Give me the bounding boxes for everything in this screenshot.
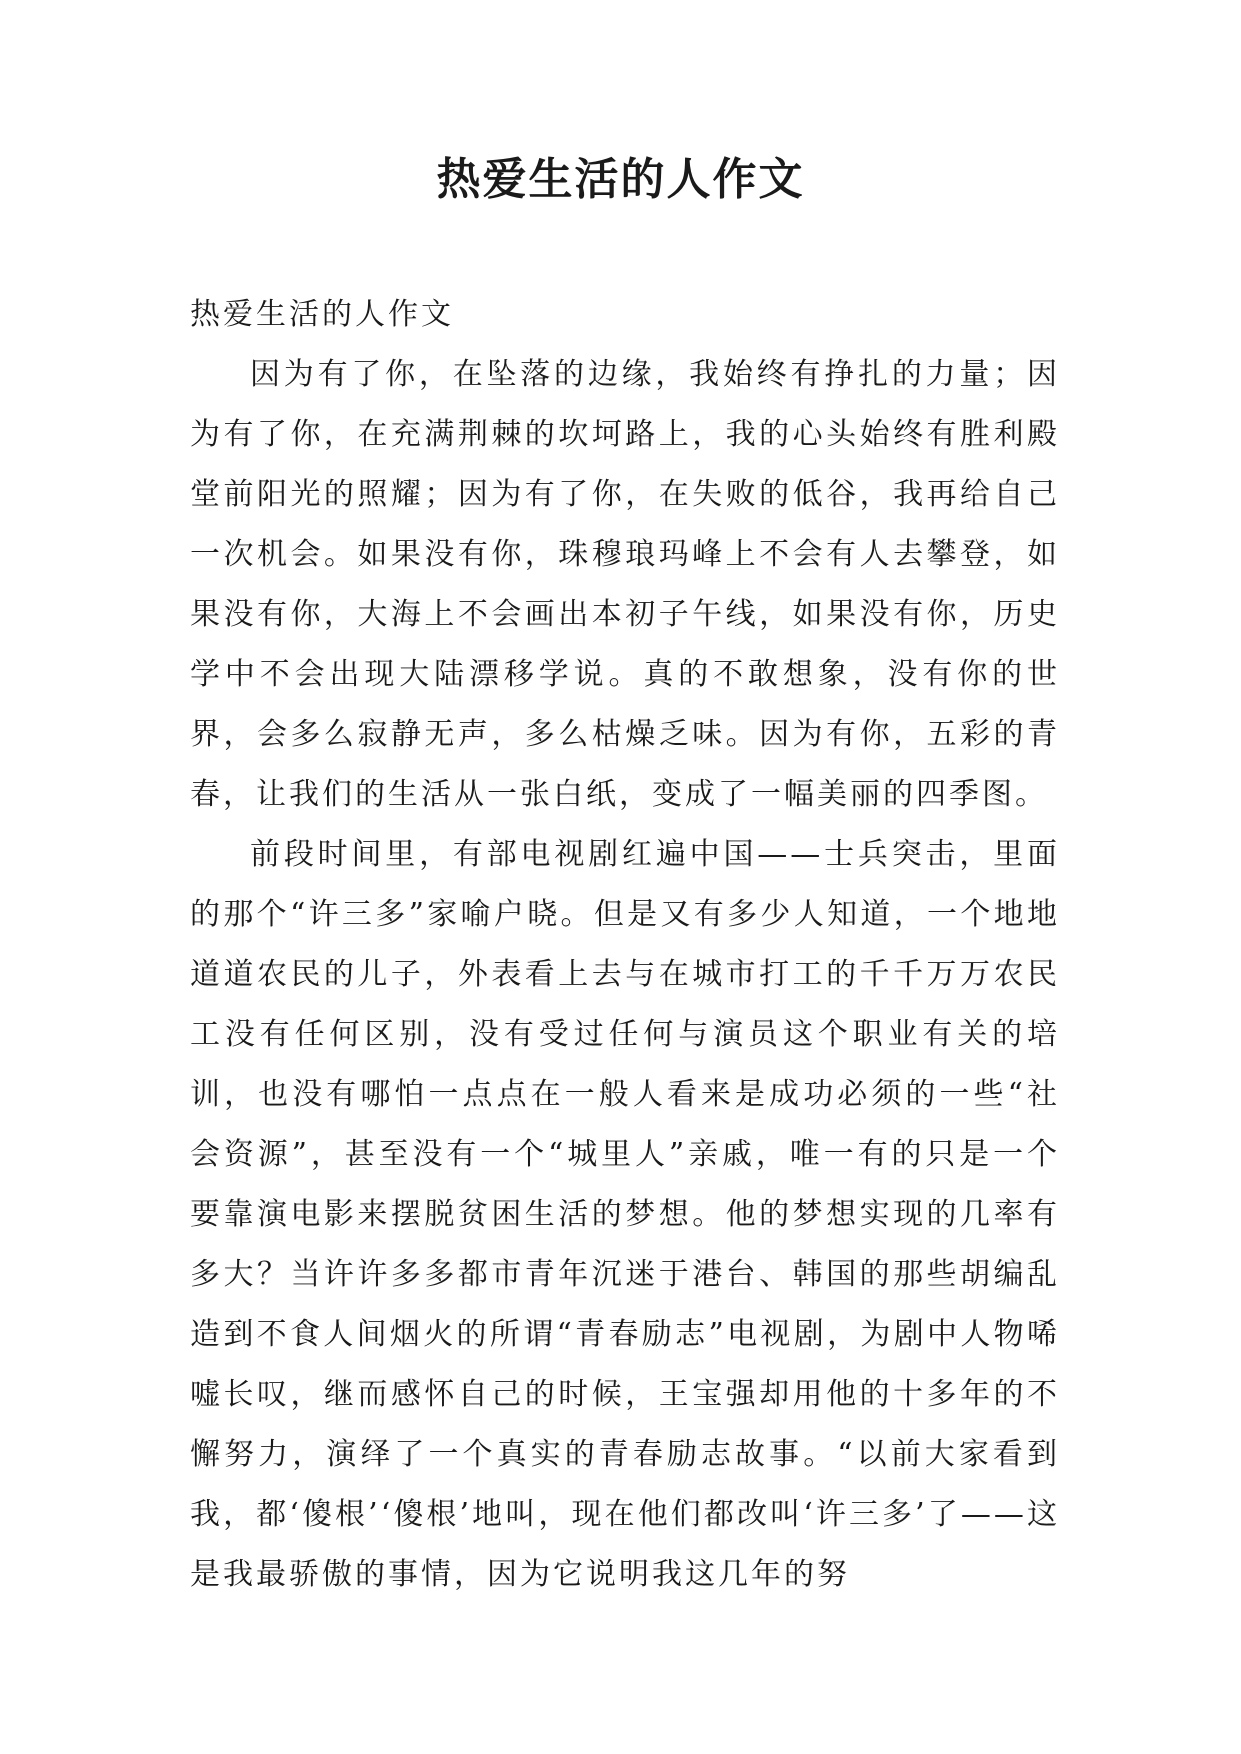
document-title: 热爱生活的人作文 — [436, 154, 805, 205]
paragraph-2: 前段时间里，有部电视剧红遍中国——士兵突击，里面的那个“许三多”家喻户晓。但是又有多少人知道，一个地地道道农民的儿子，外表看上去与在城市打工的千千万万农民工没有任何区别，没有受过任何与演员这个职业有关的培训，也没有哪怕一点点在一般人看来是成功必须的一些“社会资源”，甚至没有一个“城里人”亲戚，唯一有的只是一个要靠演电影来摆脱贫困生活的梦想。他的梦想实现的几率有多大？当许许多多都市青年沉迷于港台、韩国的那些胡编乱造到不食人间烟火的所谓“青春励志”电视剧，为剧中人物唏嘘长叹，继而感怀自己的时候，王宝强却用他的十多年的不懈努力，演绎了一个真实的青春励志故事。“以前大家看到我，都‘傻根’‘傻根’地叫，现在他们都改叫‘许三多’了——这是我最骄傲的事情，因为它说明我这几年的努 — [190, 837, 1060, 1592]
document-body — [190, 285, 1060, 1605]
document-subtitle: 热爱生活的人作文 — [190, 297, 454, 332]
paragraph-1: 因为有了你，在坠落的边缘，我始终有挣扎的力量；因为有了你，在充满荆棘的坎坷路上，我的心头始终有胜利殿堂前阳光的照耀；因为有了你，在失败的低谷，我再给自己一次机会。如果没有你，珠穆琅玛峰上不会有人去攀登，如果没有你，大海上不会画出本初子午线，如果没有你，历史学中不会出现大陆漂移学说。真的不敢想象，没有你的世界，会多么寂静无声，多么枯燥乏味。因为有你，五彩的青春，让我们的生活从一张白纸，变成了一幅美丽的四季图。 — [190, 357, 1060, 812]
